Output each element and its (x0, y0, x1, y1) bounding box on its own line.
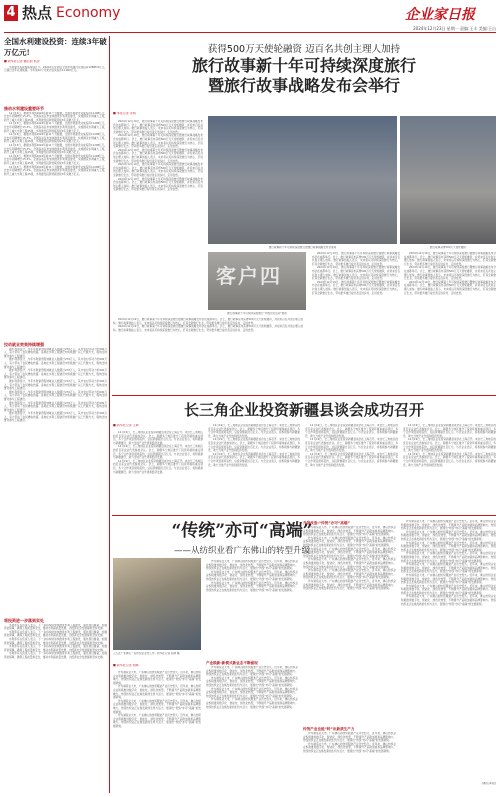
left-subhead-1: 推动水利建设重要环节 (4, 105, 44, 111)
section-subtitle: Economy (56, 5, 121, 21)
left-headline: 全国水利建设投资：连续3年破万亿元! (4, 37, 107, 57)
section-title: 热点 (22, 4, 53, 22)
photo-launch-event (208, 116, 397, 244)
middle-body-col-4: 12月19日，长三角地区企业投资新疆县谈会在上海召开。来自长三角地区的近百家企业代表参加会议。会上，新疆多个地区推介了投资环境和重点项目，多个合作项目现场签约，总投资额超过百亿元。与会企业表示，将积极参与新疆建设，助力当地产业升级和经济发展。 12月19日，长三角地区企业投资新疆县谈会在上海召开。来自长三角地区的近百家企业代表参加会议。会上，新疆多个地区推介了投资环境和重点项目，多个合作项目现场签约，总投资额超过百亿元。与会企业表示，将积极参与新疆建设，助力当地产业升级和经济发展。 12月19日，长三角地区企业投资新疆县谈会在上海召开。来自长三角地区的近百家企业代表参加会议。会上，新疆多个地区推介了投资环境和重点项目，多个合作项目现场签约，总投资额超过百亿元。与会企业表示，将积极参与新疆建设，助力当地产业升级和经济发展。 (403, 424, 496, 467)
top-body-col-4: 2024年12月19日，旅行故事第十年可持续深度旅行暨旅行故事战略发布会在成都举行。会上，旅行故事宣布获得500万元天使轮融资，并迎来百名共创主理人加持。旅行故事创始人表示，未来将以可持续深度旅行为核心，打造全新旅行生态，带动更多旅行爱好者走进乡村、走进自然。 2024年12月19日，旅行故事第十年可持续深度旅行暨旅行故事战略发布会在成都举行。会上，旅行故事宣布获得500万元天使轮融资，并迎来百名共创主理人加持。旅行故事创始人表示，未来将以可持续深度旅行为核心，打造全新旅行生态，带动更多旅行爱好者走进乡村、走进自然。 (113, 318, 303, 332)
column-divider (109, 36, 110, 793)
bottom-col-2 (206, 560, 298, 793)
middle-byline: ■ 新华社记者 王林 (113, 424, 139, 427)
photo-funding (400, 116, 496, 244)
bottom-subhead-3: 传统产业也能“转”出新质生产力 (303, 727, 355, 731)
page-number-badge: 4 (4, 5, 18, 21)
bottom-headline-1: “传统”亦可“高端” (171, 521, 313, 541)
left-subhead-3: 将投资进一步落到实处 (4, 617, 44, 623)
bottom-body-col-4: 作为制造业大市，广东佛山的纺织服装产业历史悠久。近年来，佛山纺织企业积极推进数字化、智能化、绿色化转型，不断提升产品附加值和品牌影响力。传统纺织业正在焕发新的生机与活力，展现出“传统”亦可“高端”的发展新貌。 作为制造业大市，广东佛山的纺织服装产业历史悠久。近年来，佛山纺织企业积极推进数字化、智能化、绿色化转型，不断提升产品附加值和品牌影响力。传统纺织业正在焕发新的生机与活力，展现出“传统”亦可“高端”的发展新貌。 作为制造业大市，广东佛山的纺织服装产业历史悠久。近年来，佛山纺织企业积极推进数字化、智能化、绿色化转型，不断提升产品附加值和品牌影响力。传统纺织业正在焕发新的生机与活力，展现出“传统”亦可“高端”的发展新貌。 作为制造业大市，广东佛山的纺织服装产业历史悠久。近年来，佛山纺织企业积极推进数字化、智能化、绿色化转型，不断提升产品附加值和品牌影响力。传统纺织业正在焕发新的生机与活力，展现出“传统”亦可“高端”的发展新貌。 作为制造业大市，广东佛山的纺织服装产业历史悠久。近年来，佛山纺织企业积极推进数字化、智能化、绿色化转型，不断提升产品附加值和品牌影响力。传统纺织业正在焕发新的生机与活力，展现出“传统”亦可“高端”的发展新貌。 作为制造业大市，广东佛山的纺织服装产业历史悠久。近年来，佛山纺织企业积极推进数字化、智能化、绿色化转型，不断提升产品附加值和品牌影响力。传统纺织业正在焕发新的生机与活力，展现出“传统”亦可“高端”的发展新貌。 作为制造业大市，广东佛山的纺织服装产业历史悠久。近年来，佛山纺织企业积极推进数字化、智能化、绿色化转型，不断提升产品附加值和品牌影响力。传统纺织业正在焕发新的生机与活力，展现出“传统”亦可“高端”的发展新貌。 作为制造业大市，广东佛山的纺织服装产业历史悠久。近年来，佛山纺织企业积极推进数字化、智能化、绿色化转型，不断提升产品附加值和品牌影响力。传统纺织业正在焕发新的生机与活力，展现出“传统”亦可“高端”的发展新貌。 (401, 520, 496, 606)
bottom-body-col-3b: 作为制造业大市，广东佛山的纺织服装产业历史悠久。近年来，佛山纺织企业积极推进数字化、智能化、绿色化转型，不断提升产品附加值和品牌影响力。传统纺织业正在焕发新的生机与活力，展现出“传统”亦可“高端”的发展新貌。 作为制造业大市，广东佛山的纺织服装产业历史悠久。近年来，佛山纺织企业积极推进数字化、智能化、绿色化转型，不断提升产品附加值和品牌影响力。传统纺织业正在焕发新的生机与活力，展现出“传统”亦可“高端”的发展新貌。 (303, 732, 396, 753)
middle-body-col-2: 12月19日，长三角地区企业投资新疆县谈会在上海召开。来自长三角地区的近百家企业代表参加会议。会上，新疆多个地区推介了投资环境和重点项目，多个合作项目现场签约，总投资额超过百亿元。与会企业表示，将积极参与新疆建设，助力当地产业升级和经济发展。 12月19日，长三角地区企业投资新疆县谈会在上海召开。来自长三角地区的近百家企业代表参加会议。会上，新疆多个地区推介了投资环境和重点项目，多个合作项目现场签约，总投资额超过百亿元。与会企业表示，将积极参与新疆建设，助力当地产业升级和经济发展。 12月19日，长三角地区企业投资新疆县谈会在上海召开。来自长三角地区的近百家企业代表参加会议。会上，新疆多个地区推介了投资环境和重点项目，多个合作项目现场签约，总投资额超过百亿元。与会企业表示，将积极参与新疆建设，助力当地产业升级和经济发展。 (208, 424, 300, 467)
photo-textile-factory (113, 558, 201, 650)
left-body-2: 据水利部统计，今年水利建设吸纳就业人数超过270万人，其中农村劳动力约200万人，有力带动了农民增收致富。各地在水利工程建设中积极推广以工代赈方式，吸纳当地群众参与工程建设。 据水利部统计，今年水利建设吸纳就业人数超过270万人，其中农村劳动力约200万人，有力带动了农民增收致富。各地在水利工程建设中积极推广以工代赈方式，吸纳当地群众参与工程建设。 据水利部统计，今年水利建设吸纳就业人数超过270万人，其中农村劳动力约200万人，有力带动了农民增收致富。各地在水利工程建设中积极推广以工代赈方式，吸纳当地群众参与工程建设。 据水利部统计，今年水利建设吸纳就业人数超过270万人，其中农村劳动力约200万人，有力带动了农民增收致富。各地在水利工程建设中积极推广以工代赈方式，吸纳当地群众参与工程建设。 据水利部统计，今年水利建设吸纳就业人数超过270万人，其中农村劳动力约200万人，有力带动了农民增收致富。各地在水利工程建设中积极推广以工代赈方式，吸纳当地群众参与工程建设。 据水利部统计，今年水利建设吸纳就业人数超过270万人，其中农村劳动力约200万人，有力带动了农民增收致富。各地在水利工程建设中积极推广以工代赈方式，吸纳当地群众参与工程建设。 据水利部统计，今年水利建设吸纳就业人数超过270万人，其中农村劳动力约200万人，有力带动了农民增收致富。各地在水利工程建设中积极推广以工代赈方式，吸纳当地群众参与工程建设。 (4, 347, 107, 423)
issue-line: 2024年12月23日 星期一 责编:王丰 美编:王山 (413, 26, 496, 31)
top-body-col-3: 2024年12月19日，旅行故事第十年可持续深度旅行暨旅行故事战略发布会在成都举行。会上，旅行故事宣布获得500万元天使轮融资，并迎来百名共创主理人加持。旅行故事创始人表示，未来将以可持续深度旅行为核心，打造全新旅行生态，带动更多旅行爱好者走进乡村、走进自然。 2024年12月19日，旅行故事第十年可持续深度旅行暨旅行故事战略发布会在成都举行。会上，旅行故事宣布获得500万元天使轮融资，并迎来百名共创主理人加持。旅行故事创始人表示，未来将以可持续深度旅行为核心，打造全新旅行生态，带动更多旅行爱好者走进乡村、走进自然。 2024年12月19日，旅行故事第十年可持续深度旅行暨旅行故事战略发布会在成都举行。会上，旅行故事宣布获得500万元天使轮融资，并迎来百名共创主理人加持。旅行故事创始人表示，未来将以可持续深度旅行为核心，打造全新旅行生态，带动更多旅行爱好者走进乡村、走进自然。 (404, 252, 496, 295)
header-rule (4, 32, 496, 33)
top-headline-1: 旅行故事新十年可持续深度旅行 (191, 56, 416, 75)
bottom-col-4 (401, 520, 496, 793)
left-column (4, 36, 107, 793)
left-subhead-2: 拉动就业效果持续增强 (4, 341, 44, 347)
bottom-body-col-2b: 作为制造业大市，广东佛山的纺织服装产业历史悠久。近年来，佛山纺织企业积极推进数字化、智能化、绿色化转型，不断提升产品附加值和品牌影响力。传统纺织业正在焕发新的生机与活力，展现出“传统”亦可“高端”的发展新貌。 作为制造业大市，广东佛山的纺织服装产业历史悠久。近年来，佛山纺织企业积极推进数字化、智能化、绿色化转型，不断提升产品附加值和品牌影响力。传统纺织业正在焕发新的生机与活力，展现出“传统”亦可“高端”的发展新貌。 作为制造业大市，广东佛山的纺织服装产业历史悠久。近年来，佛山纺织企业积极推进数字化、智能化、绿色化转型，不断提升产品附加值和品牌影响力。传统纺织业正在焕发新的生机与活力，展现出“传统”亦可“高端”的发展新貌。 作为制造业大市，广东佛山的纺织服装产业历史悠久。近年来，佛山纺织企业积极推进数字化、智能化、绿色化转型，不断提升产品附加值和品牌影响力。传统纺织业正在焕发新的生机与活力，展现出“传统”亦可“高端”的发展新貌。 (206, 666, 298, 709)
bottom-subhead-2: 升级改造:“传统”亦可“高端” (303, 521, 350, 525)
top-body-col-1: 2024年12月19日，旅行故事第十年可持续深度旅行暨旅行故事战略发布会在成都举行。会上，旅行故事宣布获得500万元天使轮融资，并迎来百名共创主理人加持。旅行故事创始人表示，未来将以可持续深度旅行为核心，打造全新旅行生态，带动更多旅行爱好者走进乡村、走进自然。 2024年12月19日，旅行故事第十年可持续深度旅行暨旅行故事战略发布会在成都举行。会上，旅行故事宣布获得500万元天使轮融资，并迎来百名共创主理人加持。旅行故事创始人表示，未来将以可持续深度旅行为核心，打造全新旅行生态，带动更多旅行爱好者走进乡村、走进自然。 2024年12月19日，旅行故事第十年可持续深度旅行暨旅行故事战略发布会在成都举行。会上，旅行故事宣布获得500万元天使轮融资，并迎来百名共创主理人加持。旅行故事创始人表示，未来将以可持续深度旅行为核心，打造全新旅行生态，带动更多旅行爱好者走进乡村、走进自然。 2024年12月19日，旅行故事第十年可持续深度旅行暨旅行故事战略发布会在成都举行。会上，旅行故事宣布获得500万元天使轮融资，并迎来百名共创主理人加持。旅行故事创始人表示，未来将以可持续深度旅行为核心，打造全新旅行生态，带动更多旅行爱好者走进乡村、走进自然。 2024年12月19日，旅行故事第十年可持续深度旅行暨旅行故事战略发布会在成都举行。会上，旅行故事宣布获得500万元天使轮融资，并迎来百名共创主理人加持。旅行故事创始人表示，未来将以可持续深度旅行为核心，打造全新旅行生态，带动更多旅行爱好者走进乡村、走进自然。 (113, 120, 203, 192)
caption-funding: 旅行故事获得500万天使轮融资 (429, 246, 467, 249)
top-headline-2: 暨旅行故事战略发布会举行 (207, 76, 400, 95)
bottom-col-3 (303, 520, 396, 793)
bottom-body-col-3a: 作为制造业大市，广东佛山的纺织服装产业历史悠久。近年来，佛山纺织企业积极推进数字化、智能化、绿色化转型，不断提升产品附加值和品牌影响力。传统纺织业正在焕发新的生机与活力，展现出“传统”亦可“高端”的发展新貌。 作为制造业大市，广东佛山的纺织服装产业历史悠久。近年来，佛山纺织企业积极推进数字化、智能化、绿色化转型，不断提升产品附加值和品牌影响力。传统纺织业正在焕发新的生机与活力，展现出“传统”亦可“高端”的发展新貌。 作为制造业大市，广东佛山的纺织服装产业历史悠久。近年来，佛山纺织企业积极推进数字化、智能化、绿色化转型，不断提升产品附加值和品牌影响力。传统纺织业正在焕发新的生机与活力，展现出“传统”亦可“高端”的发展新貌。 作为制造业大市，广东佛山的纺织服装产业历史悠久。近年来，佛山纺织企业积极推进数字化、智能化、绿色化转型，不断提升产品附加值和品牌影响力。传统纺织业正在焕发新的生机与活力，展现出“传统”亦可“高端”的发展新貌。 作为制造业大市，广东佛山的纺织服装产业历史悠久。近年来，佛山纺织企业积极推进数字化、智能化、绿色化转型，不断提升产品附加值和品牌影响力。传统纺织业正在焕发新的生机与活力，展现出“传统”亦可“高端”的发展新貌。 作为制造业大市，广东佛山的纺织服装产业历史悠久。近年来，佛山纺织企业积极推进数字化、智能化、绿色化转型，不断提升产品附加值和品牌影响力。传统纺织业正在焕发新的生机与活力，展现出“传统”亦可“高端”的发展新貌。 (303, 526, 396, 591)
bottom-body-col-1: 作为制造业大市，广东佛山的纺织服装产业历史悠久。近年来，佛山纺织企业积极推进数字化、智能化、绿色化转型，不断提升产品附加值和品牌影响力。传统纺织业正在焕发新的生机与活力，展现出“传统”亦可“高端”的发展新貌。 作为制造业大市，广东佛山的纺织服装产业历史悠久。近年来，佛山纺织企业积极推进数字化、智能化、绿色化转型，不断提升产品附加值和品牌影响力。传统纺织业正在焕发新的生机与活力，展现出“传统”亦可“高端”的发展新貌。 作为制造业大市，广东佛山的纺织服装产业历史悠久。近年来，佛山纺织企业积极推进数字化、智能化、绿色化转型，不断提升产品附加值和品牌影响力。传统纺织业正在焕发新的生机与活力，展现出“传统”亦可“高端”的发展新貌。 作为制造业大市，广东佛山的纺织服装产业历史悠久。近年来，佛山纺织企业积极推进数字化、智能化、绿色化转型，不断提升产品附加值和品牌影响力。传统纺织业正在焕发新的生机与活力，展现出“传统”亦可“高端”的发展新貌。 (113, 671, 201, 728)
left-lead: 水利建设投资规模持续扩大。2024年1至10月全国水利建设完成投资10888.5亿元，已超过全年完成规模。今年前10个月累计落实投资11,000亿元。 (4, 65, 107, 73)
bottom-editor-note: (署名本报) (481, 782, 496, 785)
story-divider-1 (112, 395, 496, 396)
caption-textile-factory: 工人在广东佛山一家纺织企业内工作。新华社记者 胡林 摄 (113, 652, 180, 655)
middle-body-col-3: 12月19日，长三角地区企业投资新疆县谈会在上海召开。来自长三角地区的近百家企业代表参加会议。会上，新疆多个地区推介了投资环境和重点项目，多个合作项目现场签约，总投资额超过百亿元。与会企业表示，将积极参与新疆建设，助力当地产业升级和经济发展。 12月19日，长三角地区企业投资新疆县谈会在上海召开。来自长三角地区的近百家企业代表参加会议。会上，新疆多个地区推介了投资环境和重点项目，多个合作项目现场签约，总投资额超过百亿元。与会企业表示，将积极参与新疆建设，助力当地产业升级和经济发展。 12月19日，长三角地区企业投资新疆县谈会在上海召开。来自长三角地区的近百家企业代表参加会议。会上，新疆多个地区推介了投资环境和重点项目，多个合作项目现场签约，总投资额超过百亿元。与会企业表示，将积极参与新疆建设，助力当地产业升级和经济发展。 (305, 424, 398, 467)
top-kicker: 获得500万天使轮融资 迈百名共创主理人加持 (207, 44, 401, 55)
top-byline: ■ 本报记者 李明 (113, 112, 136, 115)
left-body-3: 水利部有关负责人表示，下一步将持续加快推进水利工程建设，强化项目储备，加强资金保障，确保工程质量和安全，推动水利高质量发展，为经济社会发展提供坚实支撑。 水利部有关负责人表示，下一步将持续加快推进水利工程建设，强化项目储备，加强资金保障，确保工程质量和安全，推动水利高质量发展，为经济社会发展提供坚实支撑。 水利部有关负责人表示，下一步将持续加快推进水利工程建设，强化项目储备，加强资金保障，确保工程质量和安全，推动水利高质量发展，为经济社会发展提供坚实支撑。 水利部有关负责人表示，下一步将持续加快推进水利工程建设，强化项目储备，加强资金保障，确保工程质量和安全，推动水利高质量发展，为经济社会发展提供坚实支撑。 水利部有关负责人表示，下一步将持续加快推进水利工程建设，强化项目储备，加强资金保障，确保工程质量和安全，推动水利高质量发展，为经济社会发展提供坚实支撑。 (4, 623, 107, 659)
bottom-body-col-2a: 作为制造业大市，广东佛山的纺织服装产业历史悠久。近年来，佛山纺织企业积极推进数字化、智能化、绿色化转型，不断提升产品附加值和品牌影响力。传统纺织业正在焕发新的生机与活力，展现出“传统”亦可“高端”的发展新貌。 作为制造业大市，广东佛山的纺织服装产业历史悠久。近年来，佛山纺织企业积极推进数字化、智能化、绿色化转型，不断提升产品附加值和品牌影响力。传统纺织业正在焕发新的生机与活力，展现出“传统”亦可“高端”的发展新貌。 作为制造业大市，广东佛山的纺织服装产业历史悠久。近年来，佛山纺织企业积极推进数字化、智能化、绿色化转型，不断提升产品附加值和品牌影响力。传统纺织业正在焕发新的生机与活力，展现出“传统”亦可“高端”的发展新貌。 (206, 560, 298, 592)
photo-members-event (208, 252, 306, 310)
left-body-1: 12月13日，根据水利部2024年前11个月数据，全国水利建设完成投资11208亿元，比去年同期增长15.3%。全国各省区市加快推进水利项目建设，实施国家水网重大工程，新开工重大水利工程45项，水利建设投资规模连续3年突破万亿元。 12月13日，根据水利部2024年前11个月数据，全国水利建设完成投资11208亿元，比去年同期增长15.3%。全国各省区市加快推进水利项目建设，实施国家水网重大工程，新开工重大水利工程45项，水利建设投资规模连续3年突破万亿元。 12月13日，根据水利部2024年前11个月数据，全国水利建设完成投资11208亿元，比去年同期增长15.3%。全国各省区市加快推进水利项目建设，实施国家水网重大工程，新开工重大水利工程45项，水利建设投资规模连续3年突破万亿元。 12月13日，根据水利部2024年前11个月数据，全国水利建设完成投资11208亿元，比去年同期增长15.3%。全国各省区市加快推进水利项目建设，实施国家水网重大工程，新开工重大水利工程45项，水利建设投资规模连续3年突破万亿元。 12月13日，根据水利部2024年前11个月数据，全国水利建设完成投资11208亿元，比去年同期增长15.3%。全国各省区市加快推进水利项目建设，实施国家水网重大工程，新开工重大水利工程45项，水利建设投资规模连续3年突破万亿元。 12月13日，根据水利部2024年前11个月数据，全国水利建设完成投资11208亿元，比去年同期增长15.3%。全国各省区市加快推进水利项目建设，实施国家水网重大工程，新开工重大水利工程45项，水利建设投资规模连续3年突破万亿元。 (4, 111, 107, 176)
left-byline: ■ 新华社记者 魏弘毅 熊翌 (4, 60, 40, 63)
bottom-headline-2: ——从纺织业看广东佛山的转型升级 (173, 546, 310, 556)
photo-banner-text: 客户四 (216, 264, 282, 288)
story-divider-2 (112, 515, 496, 516)
bottom-subhead-1: 产业焕新:新模式新业态不断涌现 (206, 661, 258, 665)
bottom-byline: ■ 新华社记者 胡林 (113, 664, 139, 667)
top-body-col-2: 2024年12月19日，旅行故事第十年可持续深度旅行暨旅行故事战略发布会在成都举行。会上，旅行故事宣布获得500万元天使轮融资，并迎来百名共创主理人加持。旅行故事创始人表示，未来将以可持续深度旅行为核心，打造全新旅行生态，带动更多旅行爱好者走进乡村、走进自然。 2024年12月19日，旅行故事第十年可持续深度旅行暨旅行故事战略发布会在成都举行。会上，旅行故事宣布获得500万元天使轮融资，并迎来百名共创主理人加持。旅行故事创始人表示，未来将以可持续深度旅行为核心，打造全新旅行生态，带动更多旅行爱好者走进乡村、走进自然。 2024年12月19日，旅行故事第十年可持续深度旅行暨旅行故事战略发布会在成都举行。会上，旅行故事宣布获得500万元天使轮融资，并迎来百名共创主理人加持。旅行故事创始人表示，未来将以可持续深度旅行为核心，打造全新旅行生态，带动更多旅行爱好者走进乡村、走进自然。 (312, 252, 400, 295)
middle-body-col-1: 12月19日，长三角地区企业投资新疆县谈会在上海召开。来自长三角地区的近百家企业代表参加会议。会上，新疆多个地区推介了投资环境和重点项目，多个合作项目现场签约，总投资额超过百亿元。与会企业表示，将积极参与新疆建设，助力当地产业升级和经济发展。 12月19日，长三角地区企业投资新疆县谈会在上海召开。来自长三角地区的近百家企业代表参加会议。会上，新疆多个地区推介了投资环境和重点项目，多个合作项目现场签约，总投资额超过百亿元。与会企业表示，将积极参与新疆建设，助力当地产业升级和经济发展。 12月19日，长三角地区企业投资新疆县谈会在上海召开。来自长三角地区的近百家企业代表参加会议。会上，新疆多个地区推介了投资环境和重点项目，多个合作项目现场签约，总投资额超过百亿元。与会企业表示，将积极参与新疆建设，助力当地产业升级和经济发展。 (113, 431, 203, 474)
caption-members-event: 旅行故事新十年可持续深度旅行“中国会员活动”现场 (227, 312, 287, 315)
middle-headline: 长三角企业投资新疆县谈会成功召开 (183, 401, 424, 419)
paper-name: 企业家日报 (405, 7, 475, 23)
caption-launch-event: 旅行故事新十年可持续深度旅行暨旅行故事战略发布会现场 (268, 246, 337, 249)
